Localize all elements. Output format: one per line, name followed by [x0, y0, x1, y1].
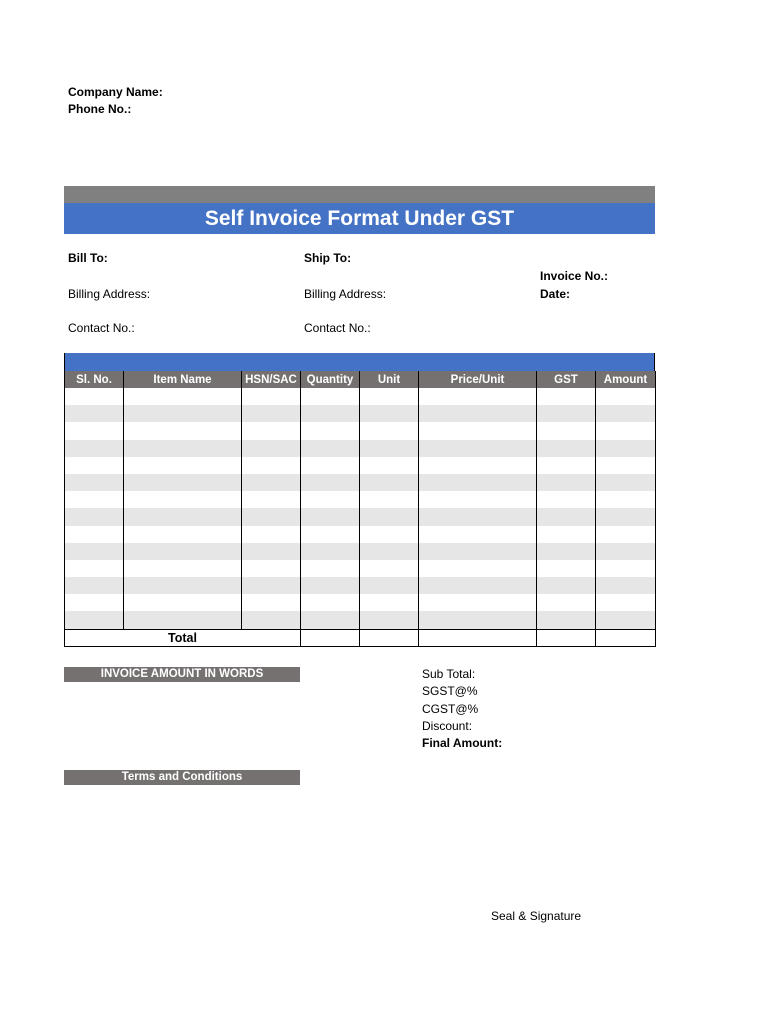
- table-cell[interactable]: [65, 594, 124, 611]
- summary-block: [422, 666, 502, 752]
- col-header-price-unit: Price/Unit: [419, 371, 537, 388]
- table-cell[interactable]: [65, 526, 124, 543]
- table-cell[interactable]: [419, 594, 537, 611]
- seal-signature-label: Seal & Signature: [491, 909, 582, 923]
- table-cell[interactable]: [242, 457, 301, 474]
- table-cell[interactable]: [65, 388, 124, 405]
- table-body: [65, 388, 656, 629]
- table-cell[interactable]: [124, 422, 242, 439]
- table-cell[interactable]: [596, 508, 656, 525]
- table-cell[interactable]: [124, 594, 242, 611]
- table-cell[interactable]: [596, 577, 656, 594]
- table-cell[interactable]: [419, 577, 537, 594]
- table-cell[interactable]: [301, 405, 360, 422]
- ship-to-address-label: Billing Address:: [304, 287, 387, 301]
- table-cell[interactable]: [360, 422, 419, 439]
- table-cell[interactable]: [301, 474, 360, 491]
- table-cell[interactable]: [419, 560, 537, 577]
- invoice-title: Self Invoice Format Under GST: [64, 203, 655, 234]
- discount-label: Discount:: [422, 718, 473, 733]
- col-header-sl-no: Sl. No.: [65, 371, 124, 388]
- table-row: [65, 560, 656, 577]
- table-cell[interactable]: [242, 543, 301, 560]
- table-top-bar: [64, 353, 655, 371]
- table-cell[interactable]: [360, 543, 419, 560]
- table-cell[interactable]: [301, 526, 360, 543]
- table-cell[interactable]: [537, 491, 596, 508]
- table-cell[interactable]: [65, 611, 124, 629]
- total-cell: [360, 629, 419, 646]
- table-cell[interactable]: [301, 508, 360, 525]
- table-row: [65, 405, 656, 422]
- sub-total-label: Sub Total:: [422, 667, 476, 681]
- table-cell[interactable]: [596, 611, 656, 629]
- table-cell[interactable]: [596, 594, 656, 611]
- invoice-amount-words-label: INVOICE AMOUNT IN WORDS: [64, 667, 300, 682]
- table-cell[interactable]: [124, 611, 242, 629]
- table-row: [65, 577, 656, 594]
- table-cell[interactable]: [596, 440, 656, 457]
- table-cell[interactable]: [65, 457, 124, 474]
- table-row: [65, 543, 656, 560]
- table-cell[interactable]: [360, 594, 419, 611]
- table-cell[interactable]: [301, 560, 360, 577]
- table-cell[interactable]: [242, 422, 301, 439]
- table-cell[interactable]: [301, 611, 360, 629]
- total-label: Total: [65, 629, 301, 646]
- table-cell[interactable]: [301, 388, 360, 405]
- total-cell: [301, 629, 360, 646]
- table-cell[interactable]: [124, 457, 242, 474]
- table-cell[interactable]: [360, 405, 419, 422]
- table-cell[interactable]: [360, 440, 419, 457]
- table-cell[interactable]: [124, 440, 242, 457]
- table-row: [65, 611, 656, 629]
- table-cell[interactable]: [301, 543, 360, 560]
- table-cell[interactable]: [360, 491, 419, 508]
- ship-to-label: Ship To:: [304, 251, 352, 265]
- table-cell[interactable]: [360, 560, 419, 577]
- table-cell[interactable]: [596, 560, 656, 577]
- cgst-label: CGST@%: [422, 701, 479, 716]
- table-cell[interactable]: [301, 577, 360, 594]
- table-row: [65, 422, 656, 439]
- table-cell[interactable]: [360, 474, 419, 491]
- total-cell: [596, 629, 656, 646]
- bill-to-label: Bill To:: [68, 251, 108, 265]
- table-row: [65, 526, 656, 543]
- table-cell[interactable]: [124, 388, 242, 405]
- table-cell[interactable]: [65, 543, 124, 560]
- table-cell[interactable]: [242, 388, 301, 405]
- table-cell[interactable]: [65, 440, 124, 457]
- col-header-hsn-sac: HSN/SAC: [242, 371, 301, 388]
- table-cell[interactable]: [419, 508, 537, 525]
- table-cell[interactable]: [124, 491, 242, 508]
- table-cell[interactable]: [596, 388, 656, 405]
- date-label: Date:: [540, 287, 571, 301]
- table-cell[interactable]: [65, 508, 124, 525]
- table-cell[interactable]: [360, 577, 419, 594]
- table-cell[interactable]: [419, 611, 537, 629]
- table-cell[interactable]: [419, 526, 537, 543]
- total-cell: [419, 629, 537, 646]
- col-header-item-name: Item Name: [124, 371, 242, 388]
- table-cell[interactable]: [537, 388, 596, 405]
- table-cell[interactable]: [596, 457, 656, 474]
- table-row: [65, 594, 656, 611]
- table-cell[interactable]: [124, 560, 242, 577]
- table-cell[interactable]: [360, 508, 419, 525]
- table-cell[interactable]: [65, 491, 124, 508]
- table-cell[interactable]: [537, 440, 596, 457]
- phone-label: Phone No.:: [68, 102, 132, 116]
- items-table: [64, 353, 655, 647]
- table-cell[interactable]: [596, 405, 656, 422]
- table-cell[interactable]: [124, 474, 242, 491]
- table-cell[interactable]: [360, 526, 419, 543]
- table-row: [65, 474, 656, 491]
- sgst-label: SGST@%: [422, 684, 478, 699]
- table-cell[interactable]: [360, 611, 419, 629]
- table-cell[interactable]: [596, 474, 656, 491]
- ship-to-contact-label: Contact No.:: [304, 321, 371, 335]
- table-row: [65, 388, 656, 405]
- table-cell[interactable]: [124, 577, 242, 594]
- table-cell[interactable]: [419, 405, 537, 422]
- table-cell[interactable]: [124, 508, 242, 525]
- table-cell[interactable]: [419, 440, 537, 457]
- table-cell[interactable]: [301, 440, 360, 457]
- table-cell[interactable]: [537, 611, 596, 629]
- table-cell[interactable]: [242, 594, 301, 611]
- table-cell[interactable]: [65, 405, 124, 422]
- table-cell[interactable]: [124, 543, 242, 560]
- terms-conditions-label: Terms and Conditions: [64, 770, 300, 785]
- table-cell[interactable]: [419, 543, 537, 560]
- final-amount-label: Final Amount:: [422, 736, 503, 751]
- table-cell[interactable]: [360, 388, 419, 405]
- table-cell[interactable]: [242, 611, 301, 629]
- table-cell[interactable]: [65, 577, 124, 594]
- table-cell[interactable]: [596, 543, 656, 560]
- col-header-quantity: Quantity: [301, 371, 360, 388]
- total-cell: [537, 629, 596, 646]
- table-row: [65, 508, 656, 525]
- table-cell[interactable]: [537, 508, 596, 525]
- invoice-no-label: Invoice No.:: [540, 269, 609, 283]
- table-cell[interactable]: [301, 422, 360, 439]
- table-cell[interactable]: [360, 457, 419, 474]
- col-header-gst: GST: [537, 371, 596, 388]
- table-cell[interactable]: [419, 474, 537, 491]
- table-cell[interactable]: [537, 526, 596, 543]
- header-gray-band: [64, 186, 655, 203]
- table-cell[interactable]: [301, 457, 360, 474]
- table-cell[interactable]: [537, 577, 596, 594]
- col-header-amount: Amount: [596, 371, 656, 388]
- table-cell[interactable]: [537, 474, 596, 491]
- table-cell[interactable]: [242, 440, 301, 457]
- table-cell[interactable]: [124, 405, 242, 422]
- table-cell[interactable]: [242, 560, 301, 577]
- table-row: [65, 457, 656, 474]
- table-cell[interactable]: [419, 388, 537, 405]
- table-cell[interactable]: [242, 491, 301, 508]
- company-name-label: Company Name:: [68, 85, 163, 99]
- table-cell[interactable]: [537, 543, 596, 560]
- table-cell[interactable]: [537, 422, 596, 439]
- table-row: [65, 440, 656, 457]
- table-cell[interactable]: [301, 491, 360, 508]
- table-cell[interactable]: [65, 560, 124, 577]
- table-cell[interactable]: [596, 422, 656, 439]
- table-cell[interactable]: [301, 594, 360, 611]
- table-row: [65, 491, 656, 508]
- table-cell[interactable]: [537, 457, 596, 474]
- table-cell[interactable]: [124, 526, 242, 543]
- bill-to-contact-label: Contact No.:: [68, 321, 135, 335]
- table-cell[interactable]: [596, 491, 656, 508]
- table-cell[interactable]: [537, 405, 596, 422]
- table-cell[interactable]: [419, 491, 537, 508]
- table-cell[interactable]: [242, 405, 301, 422]
- bill-to-address-label: Billing Address:: [68, 287, 151, 301]
- table-cell[interactable]: [537, 560, 596, 577]
- table-cell[interactable]: [65, 422, 124, 439]
- table-cell[interactable]: [242, 474, 301, 491]
- table-cell[interactable]: [419, 457, 537, 474]
- table-cell[interactable]: [596, 526, 656, 543]
- table-cell[interactable]: [242, 508, 301, 525]
- total-row: [65, 629, 656, 646]
- table-cell[interactable]: [65, 474, 124, 491]
- table-cell[interactable]: [242, 526, 301, 543]
- table-cell[interactable]: [242, 577, 301, 594]
- col-header-unit: Unit: [360, 371, 419, 388]
- table-cell[interactable]: [537, 594, 596, 611]
- table-cell[interactable]: [419, 422, 537, 439]
